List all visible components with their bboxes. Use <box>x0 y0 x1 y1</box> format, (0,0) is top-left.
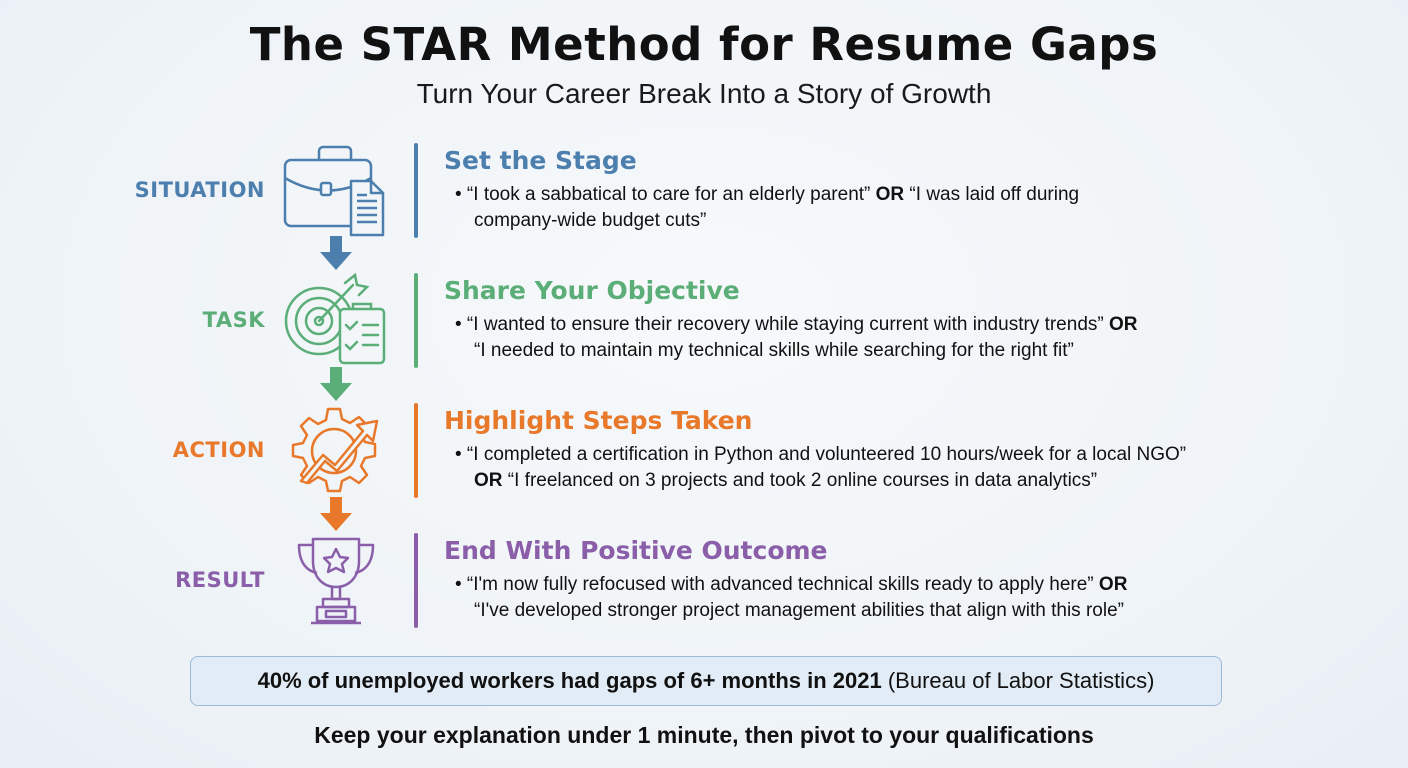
step-heading: End With Positive Outcome <box>444 536 828 565</box>
step-examples <box>455 182 1079 234</box>
example-text: • “I wanted to ensure their recovery while staying current with industry trends” <box>455 314 1109 335</box>
star-row-action <box>0 403 1408 498</box>
step-heading: Share Your Objective <box>444 276 740 305</box>
example-text: “I was laid off during <box>904 184 1080 205</box>
star-row-result <box>0 533 1408 628</box>
footer-tip: Keep your explanation under 1 minute, then pivot to your qualifications <box>314 722 1094 748</box>
step-label: SITUATION <box>134 178 265 202</box>
example-text: “I've developed stronger project management abilities that align with this role” <box>474 600 1124 621</box>
example-text: “I freelanced on 3 projects and took 2 online courses in data analytics” <box>502 470 1098 491</box>
or-label: OR <box>474 470 503 491</box>
statistic-text: 40% of unemployed workers had gaps of 6+ months in 2021 <box>257 668 882 693</box>
step-divider <box>414 143 418 238</box>
example-text: “I needed to maintain my technical skills while searching for the right fit” <box>474 340 1074 361</box>
step-divider <box>414 273 418 368</box>
or-label: OR <box>875 184 905 205</box>
gear-growth-arrow-icon <box>283 403 389 498</box>
step-heading: Set the Stage <box>444 146 637 175</box>
arrow-down-icon <box>318 236 354 270</box>
or-label: OR <box>1109 314 1138 335</box>
step-examples <box>455 312 1138 364</box>
statistic-source: (Bureau of Labor Statistics) <box>881 668 1155 693</box>
trophy-star-icon <box>283 533 389 628</box>
page-title: The STAR Method for Resume Gaps <box>249 18 1159 71</box>
target-checklist-icon <box>283 273 389 368</box>
example-text: • “I completed a certification in Python and volunteered 10 hours/week for a local NGO” <box>455 444 1187 465</box>
step-divider <box>414 533 418 628</box>
step-label: RESULT <box>175 568 265 592</box>
star-row-task <box>0 273 1408 368</box>
step-label: TASK <box>202 308 265 332</box>
arrow-down-icon <box>318 497 354 531</box>
step-heading: Highlight Steps Taken <box>444 406 753 435</box>
star-row-situation <box>0 143 1408 238</box>
example-text: • “I'm now fully refocused with advanced technical skills ready to apply here” <box>455 574 1099 595</box>
step-label: ACTION <box>172 438 265 462</box>
arrow-down-icon <box>318 367 354 401</box>
statistic-callout <box>190 656 1222 706</box>
step-divider <box>414 403 418 498</box>
step-examples <box>455 442 1186 494</box>
step-examples <box>455 572 1127 624</box>
briefcase-document-icon <box>283 143 389 238</box>
example-text: company-wide budget cuts” <box>474 210 707 231</box>
or-label: OR <box>1098 574 1128 595</box>
example-text: • “I took a sabbatical to care for an elderly parent” <box>455 184 876 205</box>
page-subtitle: Turn Your Career Break Into a Story of Growth <box>416 78 992 109</box>
